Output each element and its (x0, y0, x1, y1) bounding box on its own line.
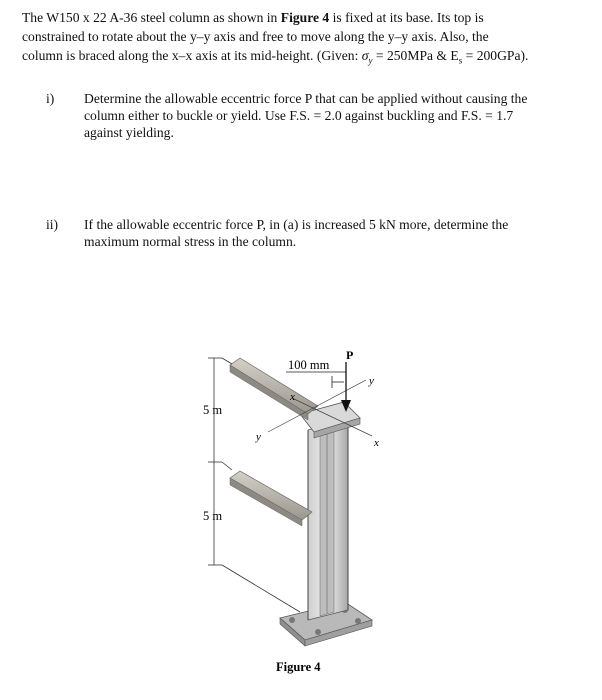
statement-line-3: column is braced along the x–x axis at its mid-height. (Given: $\sigma_y = 250MPa$ & $E_s = 200GPa$). (22, 48, 529, 66)
question-number: ii) (46, 217, 59, 232)
figure-caption: Figure 4 (276, 660, 321, 674)
question-line: against yielding. (84, 125, 174, 140)
question-line: maximum normal stress in the column. (84, 234, 297, 249)
eccentricity-label: 100 mm (288, 358, 330, 372)
statement-line-1: The W150 x 22 A-36 steel column as shown in Figure 4 is fixed at its base. Its top is (22, 10, 484, 25)
question-line: Determine the allowable eccentric force P that can be applied without causing the (84, 91, 528, 106)
axis-x-right-label: x (374, 437, 379, 449)
question-line: If the allowable eccentric force P, in (a) is increased 5 kN more, determine the (84, 217, 509, 232)
lower-height-label: 5 m (203, 509, 223, 523)
axis-y-top-label: y (369, 375, 374, 387)
upper-height-label: 5 m (203, 403, 223, 417)
question-line: column either to buckle or yield. Use F.S. = 2.0 against buckling and F.S. = 1.7 (84, 108, 514, 123)
figure-reference: Figure 4 (280, 10, 330, 25)
load-label: P (346, 348, 354, 362)
axis-x-left-label: x (290, 391, 295, 403)
steel-column (308, 420, 348, 620)
question-number: i) (46, 91, 55, 106)
statement-line-2: constrained to rotate about the y–y axis and free to move along the y–y axis. Also, the (22, 29, 489, 44)
axis-y-left-label: y (256, 431, 261, 443)
mid-brace-beam (230, 471, 312, 526)
